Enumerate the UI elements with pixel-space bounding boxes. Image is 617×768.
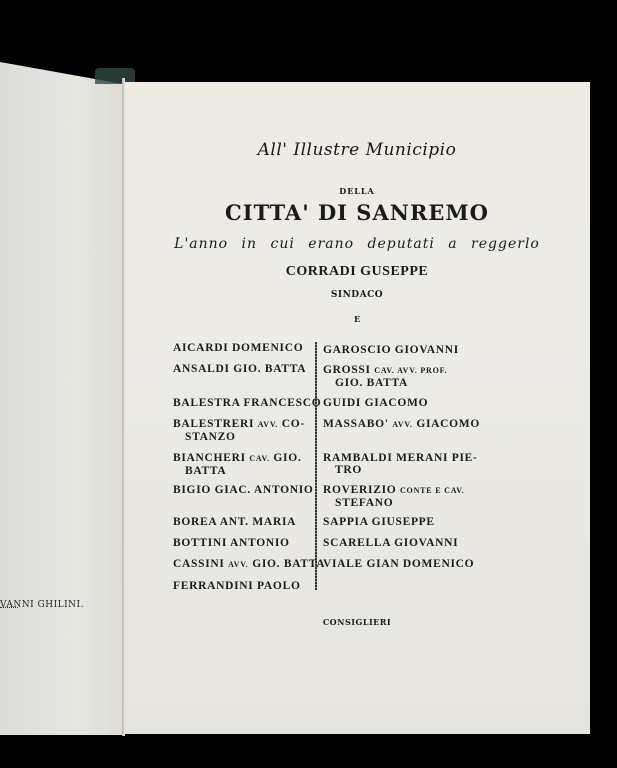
councillor-entry: BOTTINI ANTONIO xyxy=(173,537,290,549)
councillor-entry: GAROSCIO GIOVANNI xyxy=(323,344,459,356)
subtitle: L'anno in cui erano deputati a reggerlo xyxy=(174,236,540,252)
councillors-label: CONSIGLIERI xyxy=(322,617,392,627)
councillor-entry: ROVERIZIO CONTE E CAV. STEFANO xyxy=(323,484,465,509)
councillor-entry: BIANCHERI CAV. GIO. BATTA xyxy=(173,452,302,477)
conjunction: E xyxy=(353,314,361,324)
councillor-entry: GUIDI GIACOMO xyxy=(323,397,429,409)
councillor-entry: SCARELLA GIOVANNI xyxy=(323,537,459,549)
city-title: CITTA' DI SANREMO xyxy=(225,200,489,225)
left-page-fragment: VANNI GHILINI. xyxy=(0,600,84,610)
mayor-name: CORRADI GUSEPPE xyxy=(285,264,429,279)
book-spine xyxy=(122,78,125,736)
dedication: All' Illustre Municipio xyxy=(257,140,457,160)
column-divider xyxy=(315,342,317,590)
councillor-entry: BALESTRA FRANCESCO xyxy=(173,397,322,409)
councillor-entry: GROSSI CAV. AVV. PROF. GIO. BATTA xyxy=(323,364,448,389)
councillor-entry: BOREA ANT. MARIA xyxy=(173,516,297,528)
della-label: DELLA xyxy=(339,186,375,196)
councillor-entry: BALESTRERI AVV. CO- STANZO xyxy=(173,418,305,443)
councillor-entry: BIGIO GIAC. ANTONIO xyxy=(173,484,314,496)
councillor-entry: ANSALDI GIO. BATTA xyxy=(173,363,307,375)
councillor-entry: RAMBALDI MERANI PIE- TRO xyxy=(323,452,478,476)
mayor-role: SINDACO xyxy=(330,290,384,300)
left-page xyxy=(0,62,123,735)
councillor-entry: MASSABO' AVV. GIACOMO xyxy=(323,418,480,430)
councillor-entry: SAPPIA GIUSEPPE xyxy=(323,516,435,528)
councillor-entry: CASSINI AVV. GIO. BATTA xyxy=(173,558,326,570)
councillor-entry: FERRANDINI PAOLO xyxy=(173,580,301,592)
councillor-entry: AICARDI DOMENICO xyxy=(173,342,304,354)
councillor-entry: VIALE GIAN DOMENICO xyxy=(323,558,475,570)
